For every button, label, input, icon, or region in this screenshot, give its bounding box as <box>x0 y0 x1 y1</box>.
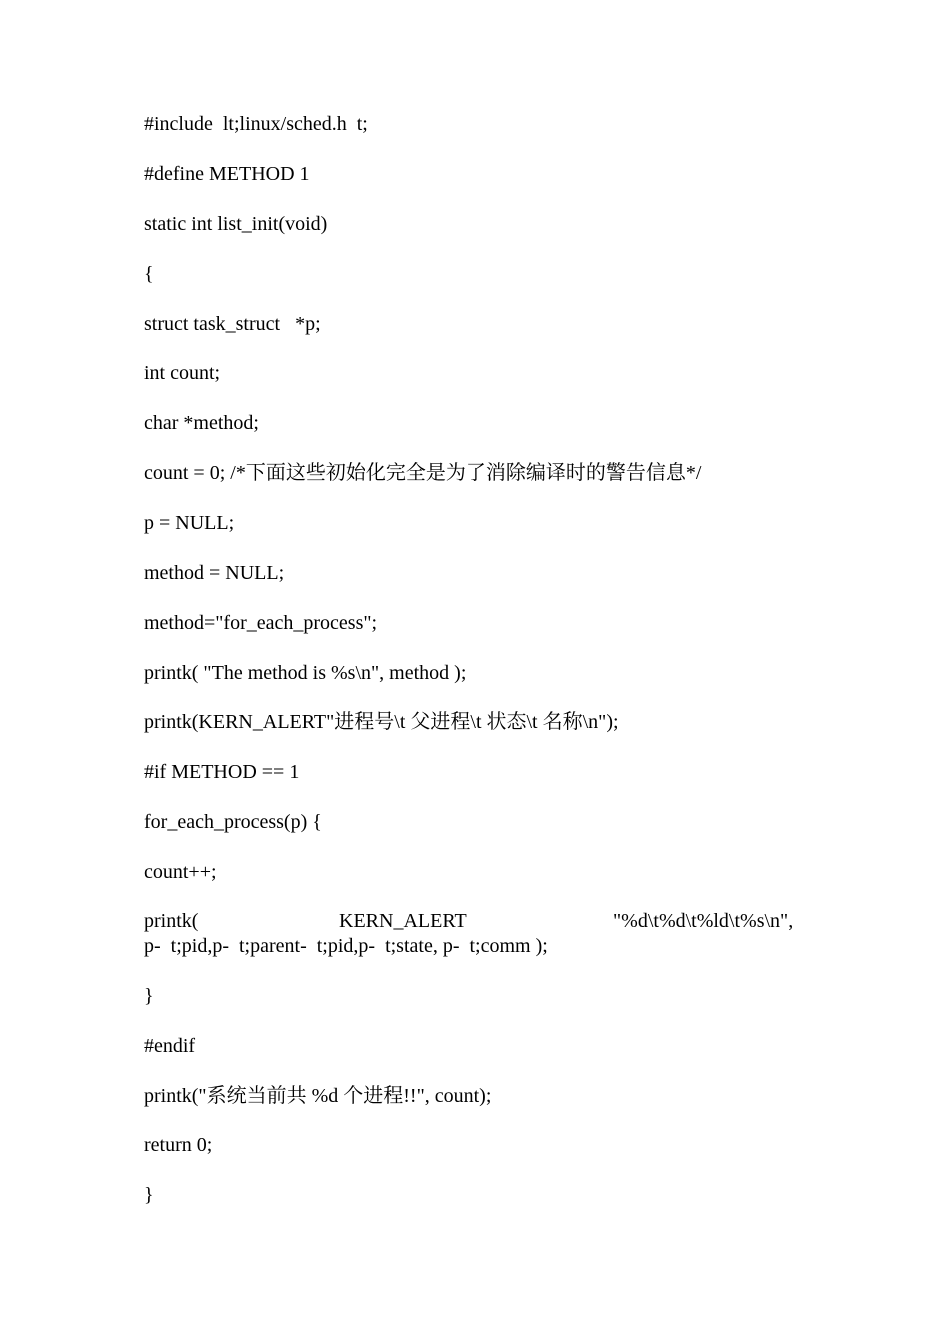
printk-continuation-row: p- t;pid,p- t;parent- t;pid,p- t;state, p- t;comm ); <box>144 935 548 957</box>
printk-format-string: "%d\t%d\t%ld\t%s\n", <box>613 910 794 932</box>
code-line-count-increment: count++; <box>144 861 217 883</box>
code-line-printk-process-info <box>144 909 808 957</box>
code-line-printk-header: printk(KERN_ALERT"进程号\t 父进程\t 状态\t 名称\n"); <box>144 711 619 733</box>
printk-call: printk( <box>144 910 199 932</box>
code-line-endif: #endif <box>144 1035 196 1057</box>
code-line-open-brace: { <box>144 263 154 285</box>
code-line-define: #define METHOD 1 <box>144 163 310 185</box>
code-line-close-brace-function: } <box>144 1184 154 1206</box>
code-line-task-struct: struct task_struct *p; <box>144 313 321 335</box>
code-line-return: return 0; <box>144 1134 213 1156</box>
code-line-include: #include lt;linux/sched.h t; <box>144 113 368 135</box>
code-line-method-assign: method="for_each_process"; <box>144 612 378 634</box>
printk-first-row <box>144 909 808 933</box>
code-line-close-brace-loop: } <box>144 985 154 1007</box>
code-line-printk-count: printk("系统当前共 %d 个进程!!", count); <box>144 1085 492 1107</box>
code-line-for-each-process: for_each_process(p) { <box>144 811 322 833</box>
code-line-int-count: int count; <box>144 362 221 384</box>
code-line-if-method: #if METHOD == 1 <box>144 761 300 783</box>
code-line-char-method: char *method; <box>144 412 259 434</box>
code-line-p-null: p = NULL; <box>144 512 235 534</box>
code-line-printk-method: printk( "The method is %s\n", method ); <box>144 662 467 684</box>
code-line-function-signature: static int list_init(void) <box>144 213 328 235</box>
code-line-method-null: method = NULL; <box>144 562 285 584</box>
code-line-count-init-comment: count = 0; /*下面这些初始化完全是为了消除编译时的警告信息*/ <box>144 462 702 484</box>
printk-kern-alert: KERN_ALERT <box>339 910 467 932</box>
